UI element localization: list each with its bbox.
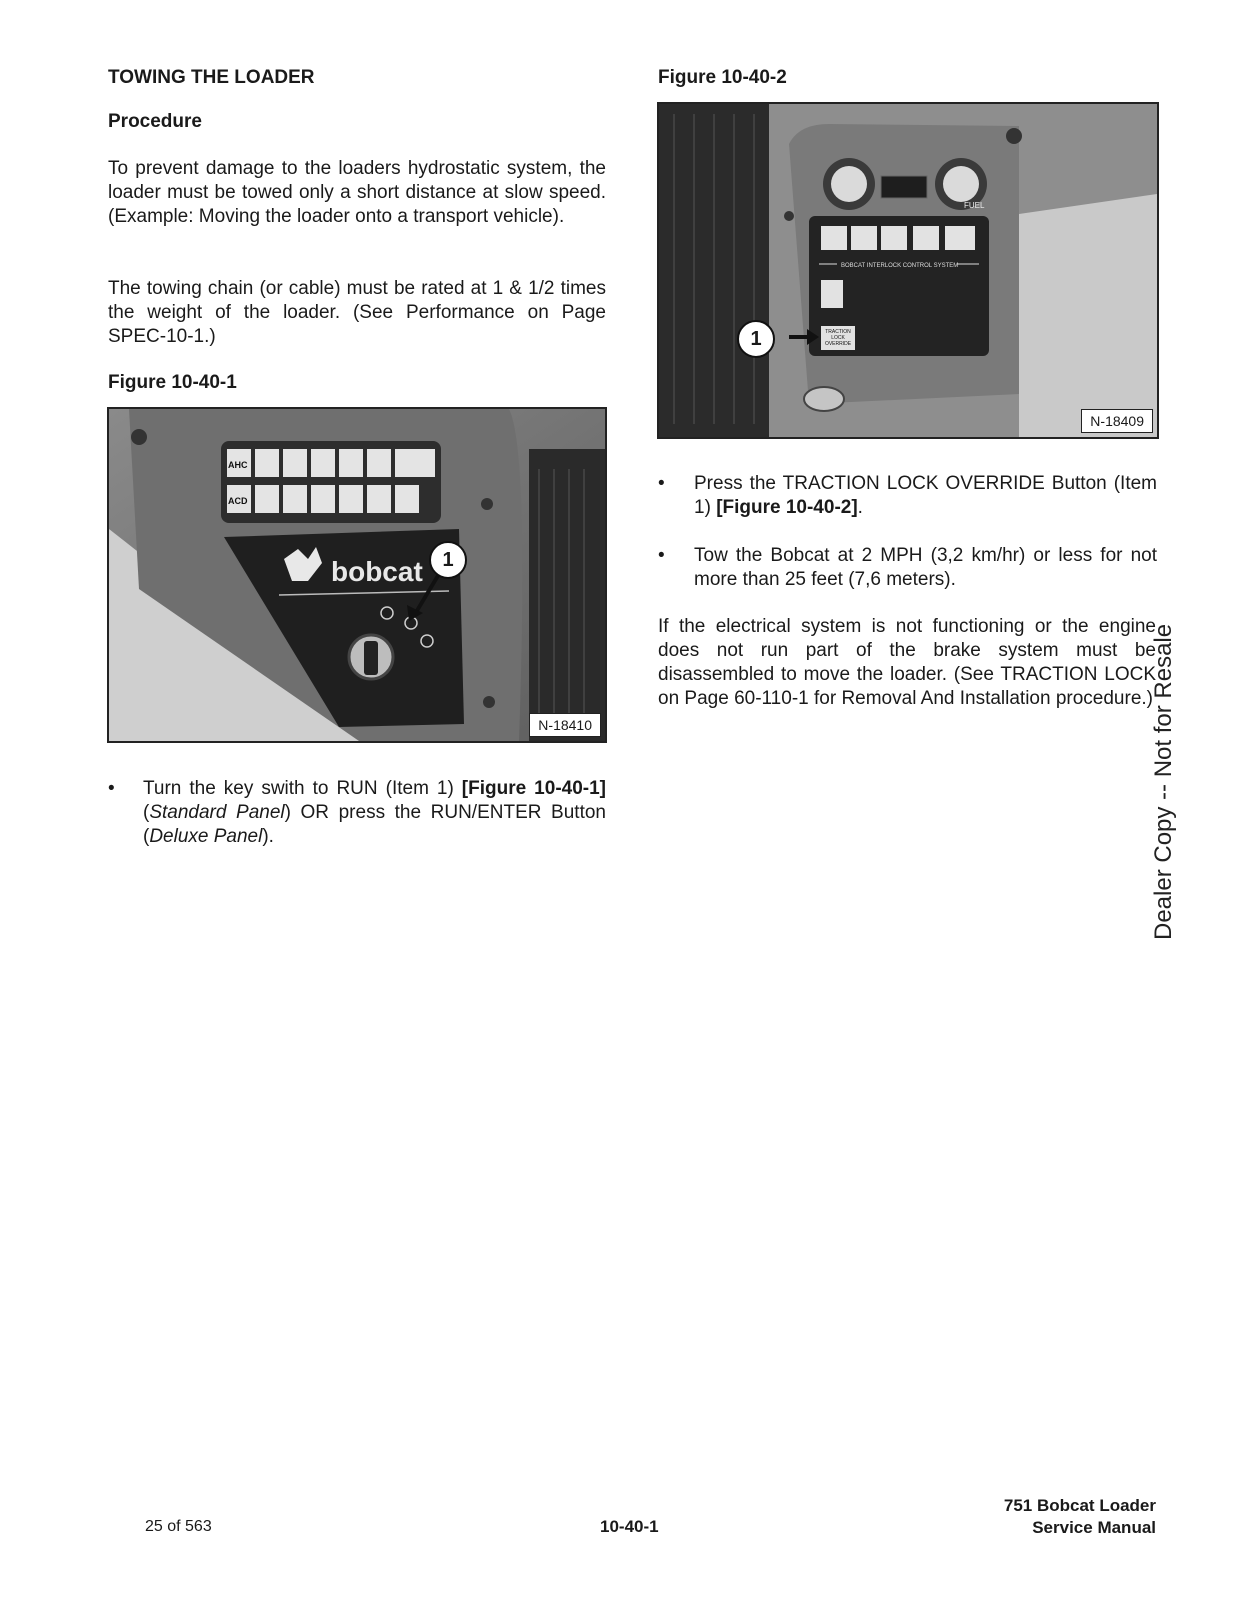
bullet-key-switch-text xyxy=(143,777,606,849)
figure2-illustration xyxy=(659,104,1157,437)
bullet2-text-b: . xyxy=(857,497,863,518)
fuel-gauge-text: FUEL xyxy=(964,201,985,210)
ahc-icon-text: AHC xyxy=(228,460,248,470)
manual-title-line2: Service Manual xyxy=(1032,1518,1156,1537)
bullet-dot: • xyxy=(108,778,115,799)
figure1-callout: 1 xyxy=(429,541,467,579)
figure2-callout: 1 xyxy=(737,320,775,358)
manual-title-line1: 751 Bobcat Loader xyxy=(1003,1496,1156,1515)
figure2-label: Figure 10-40-2 xyxy=(658,67,787,88)
figure2-photo xyxy=(657,102,1159,439)
page-number: 10-40-1 xyxy=(600,1517,659,1536)
bullet1-deluxe-panel: Deluxe Panel xyxy=(149,826,263,847)
svg-text:bobcat: bobcat xyxy=(331,556,423,587)
bullet1-text-a: Turn the key swith to RUN (Item 1) xyxy=(143,778,462,799)
bullet2-figure-ref: [Figure 10-40-2] xyxy=(716,497,858,518)
intro-paragraph: To prevent damage to the loaders hydrostatic system, the loader must be towed only a short distance at slow speed. (Example: Moving the loader onto a transport vehicle). xyxy=(108,158,606,227)
bullet1-text-d: ). xyxy=(262,826,274,847)
bullet1-text-c: ) OR press the RUN/ENTER Button ( xyxy=(143,802,606,847)
figure1-illustration xyxy=(109,409,605,741)
acd-icon-text: ACD xyxy=(228,496,248,506)
dealer-copy-watermark: Dealer Copy -- Not for Resale xyxy=(1150,623,1177,940)
bullet-tow-speed-text: Tow the Bobcat at 2 MPH (3,2 km/hr) or less for not more than 25 feet (7,6 meters). xyxy=(694,545,1157,590)
key-switch-icon xyxy=(349,635,393,679)
brake-system-paragraph: If the electrical system is not functioning or the engine does not run part of the brake system must be disassembled to move the loader. (See TRACTION LOCK on Page 60-110-1 for Removal And Installation procedure.) xyxy=(658,616,1156,709)
figure2-tag: N-18409 xyxy=(1081,409,1153,433)
bullet1-text-b: ( xyxy=(143,802,150,823)
bullet-traction-override-text xyxy=(694,472,1157,520)
chain-rating-paragraph: The towing chain (or cable) must be rated at 1 & 1/2 times the weight of the loader. (See Performance on Page SPEC-10-1.) xyxy=(108,278,606,347)
bullet-key-switch xyxy=(108,777,606,852)
bullet2-text-a: Press the TRACTION LOCK OVERRIDE Button (Item 1) xyxy=(694,473,1157,518)
bullet-dot: • xyxy=(658,545,665,566)
manual-title xyxy=(1004,1495,1156,1539)
bullet1-figure-ref: [Figure 10-40-1] xyxy=(461,778,606,799)
bullet-tow-speed xyxy=(658,544,1156,594)
bullet-traction-override xyxy=(658,472,1156,522)
interlock-panel-title: BOBCAT INTERLOCK CONTROL SYSTEM xyxy=(841,263,959,269)
traction-lock-override-button-label: TRACTION LOCK OVERRIDE xyxy=(824,329,852,347)
figure1-label: Figure 10-40-1 xyxy=(108,372,237,393)
bullet-dot: • xyxy=(658,473,665,494)
figure1-tag: N-18410 xyxy=(529,713,601,737)
subsection-title: Procedure xyxy=(108,111,202,132)
figure1-photo xyxy=(107,407,607,743)
bullet1-standard-panel: Standard Panel xyxy=(149,802,285,823)
section-title: TOWING THE LOADER xyxy=(108,67,315,88)
page-count: 25 of 563 xyxy=(145,1518,212,1535)
